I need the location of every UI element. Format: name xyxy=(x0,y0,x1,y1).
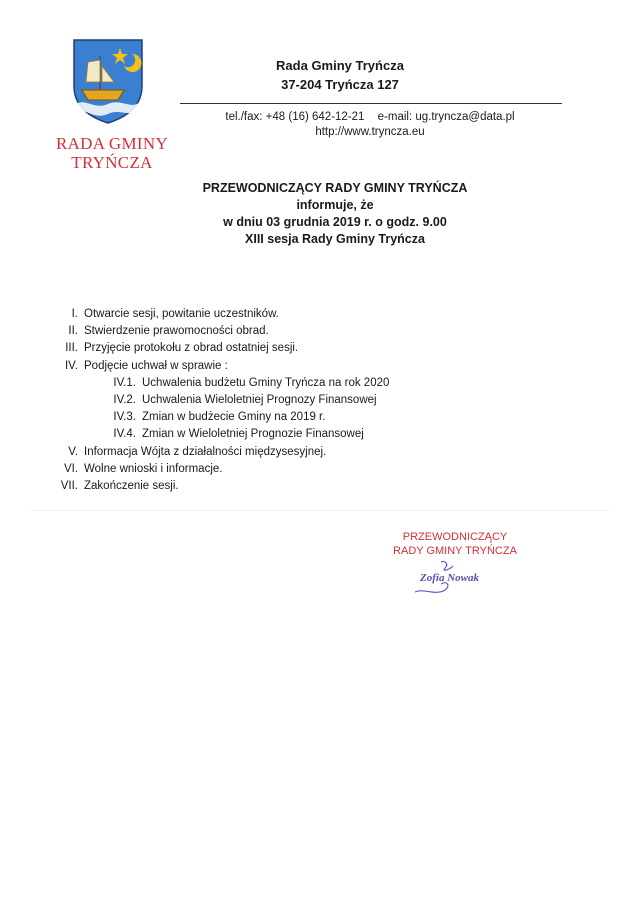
letterhead-divider xyxy=(180,103,562,104)
signature-title-line-1: PRZEWODNICZĄCY xyxy=(402,531,508,543)
list-item: IV. Podjęcie uchwał w sprawie : xyxy=(64,359,228,372)
list-item: II. Stwierdzenie prawomocności obrad. xyxy=(68,325,269,338)
stamp-line-2: TRYŃCZA xyxy=(71,153,153,172)
agenda-list xyxy=(40,306,540,495)
website-link[interactable]: http://www.tryncza.eu xyxy=(315,126,425,138)
stamp-line-1: RADA GMINY xyxy=(55,134,169,153)
announcement-informs: informuje, że xyxy=(296,198,374,212)
organization-stamp-text xyxy=(52,134,172,172)
list-item: VII. Zakończenie sesji. xyxy=(60,480,179,493)
list-item: V. Informacja Wójta z działalności międzysesyjnej. xyxy=(68,445,327,458)
list-item: I. Otwarcie sesji, powitanie uczestników. xyxy=(71,308,279,320)
phone-fax: tel./fax: +48 (16) 642-12-21 xyxy=(225,111,365,123)
email: e-mail: ug.tryncza@data.pl xyxy=(377,111,515,123)
list-subitem: IV.2. Uchwalenia Wieloletniej Prognozy Finansowej xyxy=(113,394,377,407)
list-subitem: IV.4. Zmian w Wieloletniej Prognozie Finansowej xyxy=(113,428,364,441)
org-address: 37-204 Tryńcza 127 xyxy=(281,77,399,92)
contact-info xyxy=(190,110,550,140)
coat-of-arms-icon xyxy=(72,38,144,124)
signatory-name: Zofia Nowak xyxy=(420,572,479,584)
list-item: III. Przyjęcie protokołu z obrad ostatniej sesji. xyxy=(65,342,299,355)
scan-artifact-line xyxy=(30,510,610,511)
announcement-date: w dniu 03 grudnia 2019 r. o godz. 9.00 xyxy=(223,215,447,229)
signature-title-line-2: RADY GMINY TRYŃCZA xyxy=(393,545,517,557)
announcement-title: PRZEWODNICZĄCY RADY GMINY TRYŃCZA xyxy=(202,181,468,195)
list-item: VI. Wolne wnioski i informacje. xyxy=(63,462,223,475)
letterhead xyxy=(250,56,430,94)
signature-stamp xyxy=(380,530,530,558)
announcement-session: XIII sesja Rady Gminy Tryńcza xyxy=(245,232,425,246)
list-subitem: IV.3. Zmian w budżecie Gminy na 2019 r. xyxy=(113,411,326,424)
announcement xyxy=(150,180,520,248)
list-subitem: IV.1. Uchwalenia budżetu Gminy Tryńcza na rok 2020 xyxy=(113,376,390,389)
org-name: Rada Gminy Tryńcza xyxy=(276,58,404,73)
